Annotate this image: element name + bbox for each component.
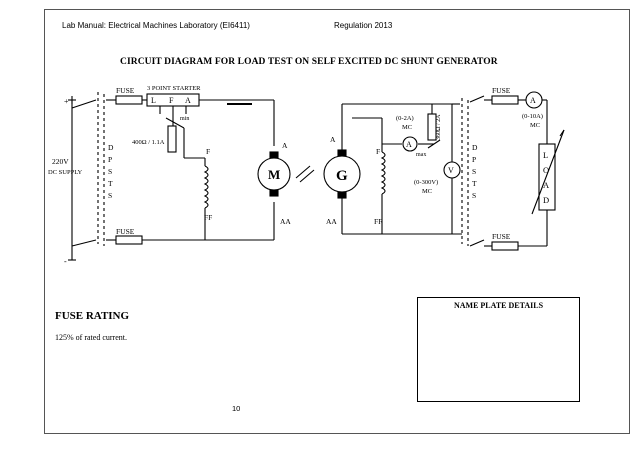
motor-field-f-label: F — [206, 147, 211, 156]
fuse-top-left-label: FUSE — [116, 86, 135, 95]
starter-label: 3 POINT STARTER — [147, 85, 201, 92]
motor-a-label: A — [282, 141, 288, 150]
page-number: 10 — [232, 404, 241, 413]
load-letter-d: D — [543, 195, 550, 205]
voltmeter-type: MC — [422, 188, 433, 195]
dpst-left-d: D — [108, 143, 114, 152]
load-ammeter-letter: A — [530, 96, 536, 105]
dpst-left-p: P — [108, 155, 113, 164]
min-label: min — [180, 116, 190, 122]
motor-aa-label: AA — [280, 217, 291, 226]
header-lab-manual: Lab Manual: Electrical Machines Laboratory (EI6411) — [62, 21, 250, 30]
dpst-right-s2: S — [472, 191, 477, 200]
load-letter-o: O — [543, 165, 550, 175]
starter-terminal-a: A — [185, 96, 191, 105]
page-title: CIRCUIT DIAGRAM FOR LOAD TEST ON SELF EXCITED DC SHUNT GENERATOR — [120, 57, 498, 67]
generator-letter: G — [336, 168, 348, 184]
motor-field-ff-label: FF — [204, 213, 213, 222]
dpst-left-s2: S — [108, 191, 113, 200]
field-ammeter-letter: A — [406, 140, 412, 149]
generator-field-f-label: F — [376, 147, 381, 156]
load-letter-a: A — [543, 180, 550, 190]
fuse-bottom-left-label: FUSE — [116, 227, 135, 236]
header-regulation: Regulation 2013 — [334, 21, 393, 30]
generator-field-ff-label: FF — [374, 217, 383, 226]
dpst-left-t: T — [108, 179, 113, 188]
load-ammeter-type: MC — [530, 122, 541, 129]
dpst-right-p: P — [472, 155, 477, 164]
generator-a-label: A — [330, 135, 336, 144]
max-label: max — [416, 152, 427, 158]
fuse-bottom-right-label: FUSE — [492, 232, 511, 241]
rheostat-left-label: 400Ω / 1.1A — [132, 139, 165, 146]
supply-voltage-label: 220V — [52, 157, 69, 166]
dpst-left-s1: S — [108, 167, 113, 176]
circuit-diagram — [48, 74, 592, 274]
load-letter-l: L — [543, 150, 549, 160]
supply-type-label: DC SUPPLY — [48, 169, 83, 176]
voltmeter-range: (0-300V) — [414, 179, 439, 186]
dpst-right-t: T — [472, 179, 477, 188]
rheostat-right-label: 360Ω / 2A — [436, 114, 442, 140]
fuse-top-right-label: FUSE — [492, 86, 511, 95]
starter-terminal-f: F — [169, 96, 174, 105]
load-ammeter-range: (0-10A) — [522, 113, 543, 120]
generator-aa-label: AA — [326, 217, 337, 226]
dpst-right-s1: S — [472, 167, 477, 176]
voltmeter-letter: V — [448, 166, 454, 175]
supply-minus-sign: - — [64, 257, 67, 266]
motor-letter: M — [268, 167, 281, 182]
field-ammeter-range: (0-2A) — [396, 115, 414, 122]
name-plate-title: NAME PLATE DETAILS — [453, 301, 544, 310]
starter-terminal-l: L — [151, 96, 156, 105]
name-plate-box — [417, 297, 580, 402]
supply-plus-sign: + — [64, 97, 69, 106]
field-ammeter-type: MC — [402, 124, 413, 131]
dpst-right-d: D — [472, 143, 478, 152]
fuse-rating-text: 125% of rated current. — [55, 333, 127, 342]
fuse-rating-heading: FUSE RATING — [55, 310, 130, 322]
